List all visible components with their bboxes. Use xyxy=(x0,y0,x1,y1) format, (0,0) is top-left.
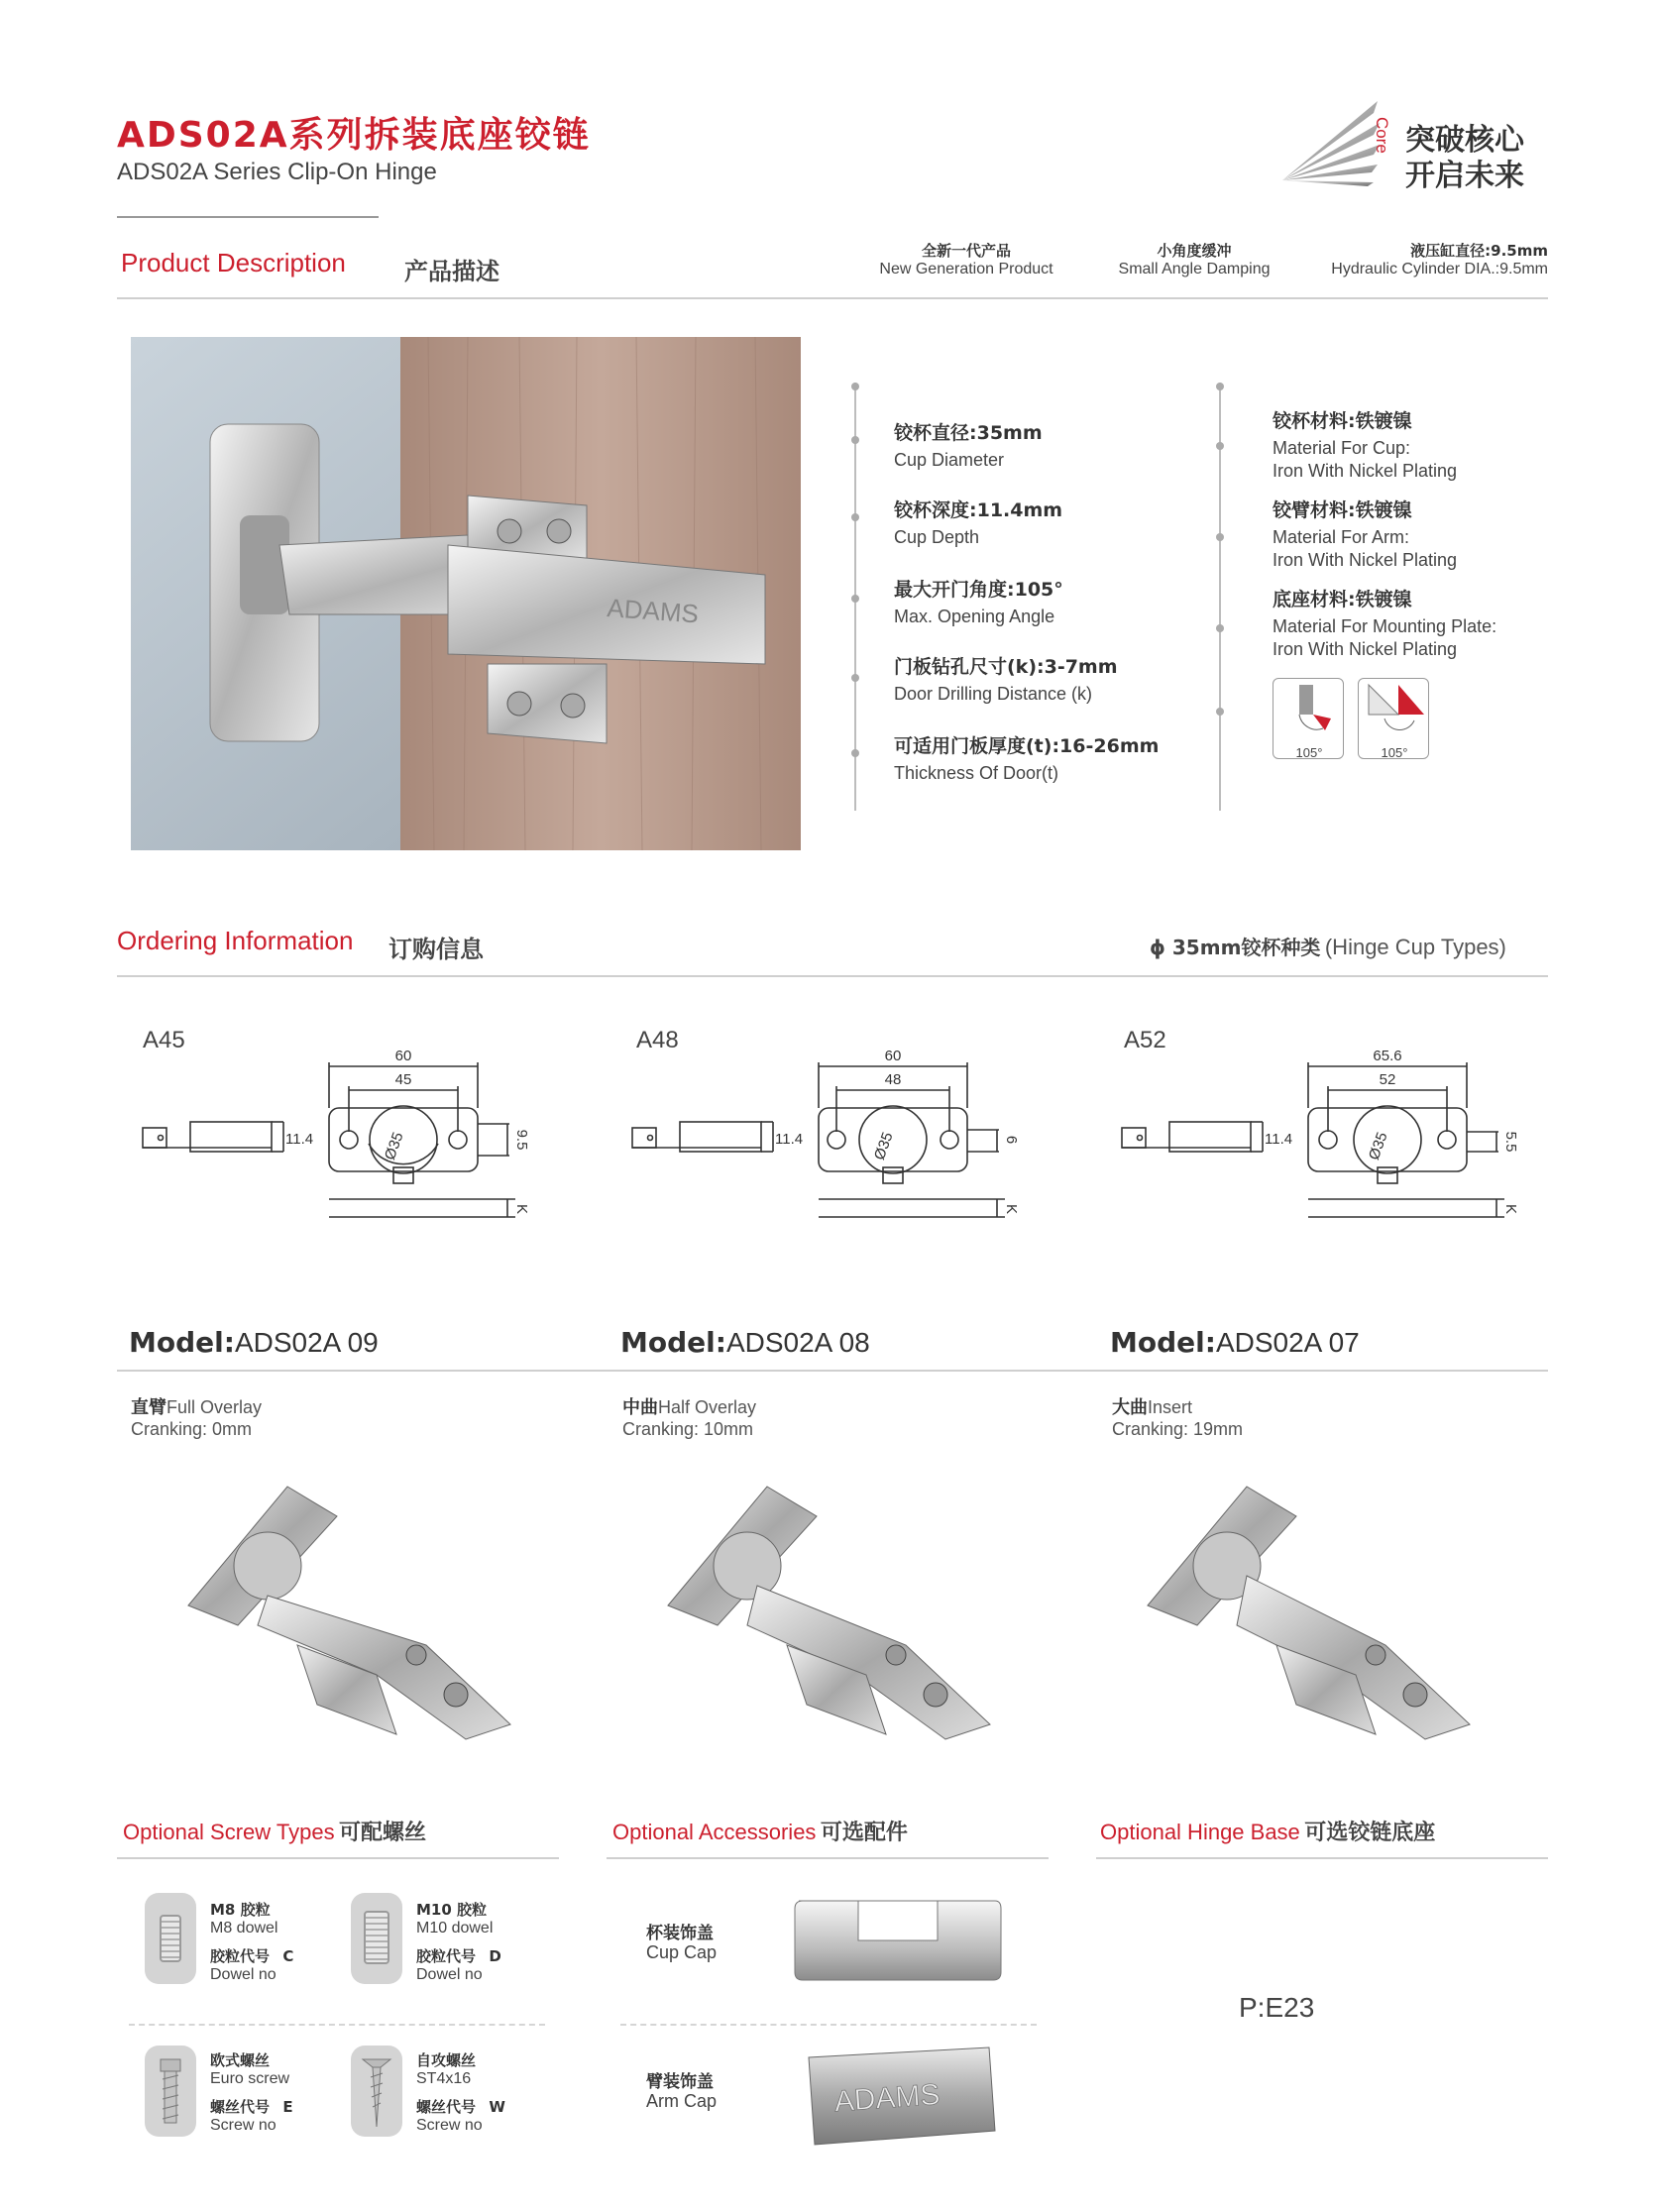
spec-dot xyxy=(1216,708,1224,716)
model-09-spec: 直臂Full Overlay Cranking: 0mm xyxy=(131,1397,263,1439)
product-photo xyxy=(131,337,801,850)
offset-dim: 5.5 xyxy=(1502,1131,1519,1153)
optional-accessories-title: Optional Accessories 可选配件 xyxy=(612,1820,908,1845)
feature-small-angle-damping: 小角度缓冲 Small Angle Damping xyxy=(1118,242,1271,277)
tapping-screw-icon xyxy=(351,2046,402,2137)
optional-screw-types-title: Optional Screw Types 可配螺丝 xyxy=(123,1820,427,1845)
offset-dim: 9.5 xyxy=(513,1129,530,1151)
slogan-line-2: 开启未来 xyxy=(1405,159,1524,193)
section-divider xyxy=(117,1370,1548,1372)
cup-type-label-a45: A45 xyxy=(143,1027,185,1053)
spec-dot xyxy=(851,436,859,444)
inner-width-dim: 48 xyxy=(884,1071,902,1088)
cup-diameter-dim: Ø35 xyxy=(870,1130,897,1162)
cup-depth-dim: 11.4 xyxy=(285,1131,314,1148)
cup-depth-dim: 11.4 xyxy=(1265,1131,1293,1148)
model-title-07: Model:ADS02A 07 xyxy=(1110,1326,1360,1359)
page-title: ADS02A系列拆装底座铰链 xyxy=(117,115,591,156)
page-number: P:E23 xyxy=(1239,1992,1315,2023)
spec-dot xyxy=(851,513,859,521)
spec-dot xyxy=(1216,442,1224,450)
spec-mounting-plate-material: 底座材料:铁镀镍 Material For Mounting Plate: Iron With Nickel Plating xyxy=(1273,589,1497,659)
section-divider xyxy=(1096,1857,1548,1859)
screw-m10-dowel: M10 胶粒 M10 dowel 胶粒代号 D Dowel no xyxy=(416,1901,501,1983)
euro-screw-icon xyxy=(145,2046,196,2137)
feature-new-generation: 全新一代产品 New Generation Product xyxy=(879,242,1053,277)
spec-cup-diameter: 铰杯直径:35mm Cup Diameter xyxy=(894,422,1043,470)
cup-depth-dim: 11.4 xyxy=(775,1131,804,1148)
accessory-arm-cap: 臂装饰盖 Arm Cap xyxy=(646,2072,718,2111)
ordering-information-title: Ordering Information xyxy=(117,926,354,955)
cup-drawing-a45 xyxy=(139,1041,555,1239)
m10-dowel-icon xyxy=(351,1893,402,1984)
hinge-image-07 xyxy=(1138,1477,1485,1744)
spec-dot xyxy=(851,383,859,390)
dashed-divider xyxy=(129,2024,545,2026)
spec-arm-material: 铰臂材料:铁镀镍 Material For Arm: Iron With Nickel Plating xyxy=(1273,499,1458,570)
section-divider xyxy=(117,297,1548,299)
spec-dot xyxy=(851,595,859,603)
optional-hinge-base-title: Optional Hinge Base 可选铰链底座 xyxy=(1100,1820,1436,1845)
spec-dot xyxy=(1216,383,1224,390)
spec-dot xyxy=(851,674,859,682)
page-subtitle: ADS02A Series Clip-On Hinge xyxy=(117,159,437,185)
arm-cap-brand: ADAMS xyxy=(832,2078,941,2119)
cup-diameter-dim: Ø35 xyxy=(381,1130,407,1162)
k-dim: K xyxy=(1003,1203,1020,1215)
slogan-line-1: 突破核心 xyxy=(1405,123,1524,158)
spec-dot xyxy=(1216,533,1224,541)
cup-drawing-a48 xyxy=(628,1041,1045,1239)
screw-st4x16: 自攻螺丝 ST4x16 螺丝代号 W Screw no xyxy=(416,2051,505,2134)
core-word: Core xyxy=(1373,117,1391,154)
spec-door-drilling-distance: 门板钻孔尺寸(k):3-7mm Door Drilling Distance (k) xyxy=(894,656,1118,704)
section-divider xyxy=(117,975,1548,977)
opening-angle-diagram-1: 105° xyxy=(1273,678,1344,759)
spec-cup-material: 铰杯材料:铁镀镍 Material For Cup: Iron With Nickel Plating xyxy=(1273,410,1458,481)
outer-width-dim: 60 xyxy=(394,1048,412,1064)
model-07-spec: 大曲Insert Cranking: 19mm xyxy=(1112,1397,1244,1439)
hinge-cup-types-label: ϕ 35mm铰杯种类 (Hinge Cup Types) xyxy=(1150,935,1506,959)
product-description-title: Product Description xyxy=(121,248,346,277)
hinge-image-09 xyxy=(178,1477,525,1744)
outer-width-dim: 60 xyxy=(884,1048,902,1064)
k-dim: K xyxy=(1502,1203,1519,1215)
dashed-divider xyxy=(620,2024,1037,2026)
ordering-information-title-cn: 订购信息 xyxy=(388,936,484,963)
cup-type-label-a52: A52 xyxy=(1124,1027,1166,1053)
spec-dot xyxy=(851,749,859,757)
cup-drawing-a52 xyxy=(1118,1041,1534,1239)
outer-width-dim: 65.6 xyxy=(1373,1048,1402,1064)
spec-max-opening-angle: 最大开门角度:105° Max. Opening Angle xyxy=(894,579,1063,626)
inner-width-dim: 45 xyxy=(394,1071,412,1088)
product-description-title-cn: 产品描述 xyxy=(404,258,499,285)
cup-type-label-a48: A48 xyxy=(636,1027,679,1053)
spec-dot xyxy=(1216,624,1224,632)
section-divider xyxy=(117,1857,559,1859)
accessory-cup-cap: 杯装饰盖 Cup Cap xyxy=(646,1924,718,1962)
screw-m8-dowel: M8 胶粒 M8 dowel 胶粒代号 C Dowel no xyxy=(210,1901,294,1983)
feature-hydraulic-cylinder: 液压缸直径:9.5mm Hydraulic Cylinder DIA.:9.5mm xyxy=(1331,242,1548,277)
k-dim: K xyxy=(513,1203,530,1215)
model-title-09: Model:ADS02A 09 xyxy=(129,1326,379,1359)
opening-angle-diagram-2: 105° xyxy=(1358,678,1429,759)
m8-dowel-icon xyxy=(145,1893,196,1984)
hinge-image-08 xyxy=(658,1477,1005,1744)
section-divider xyxy=(607,1857,1049,1859)
brand-logo-icon xyxy=(1278,95,1382,186)
photo-brand-text: ADAMS xyxy=(606,593,700,629)
spec-door-thickness: 可适用门板厚度(t):16-26mm Thickness Of Door(t) xyxy=(894,735,1160,783)
cup-cap-image xyxy=(789,1889,1007,1988)
title-underline xyxy=(117,216,379,218)
cup-diameter-dim: Ø35 xyxy=(1365,1130,1391,1162)
inner-width-dim: 52 xyxy=(1379,1071,1396,1088)
model-08-spec: 中曲Half Overlay Cranking: 10mm xyxy=(622,1397,757,1439)
screw-euro: 欧式螺丝 Euro screw 螺丝代号 E Screw no xyxy=(210,2051,293,2134)
offset-dim: 6 xyxy=(1003,1135,1020,1145)
arm-cap-image xyxy=(799,2042,1001,2151)
model-title-08: Model:ADS02A 08 xyxy=(620,1326,870,1359)
spec-cup-depth: 铰杯深度:11.4mm Cup Depth xyxy=(894,499,1063,547)
